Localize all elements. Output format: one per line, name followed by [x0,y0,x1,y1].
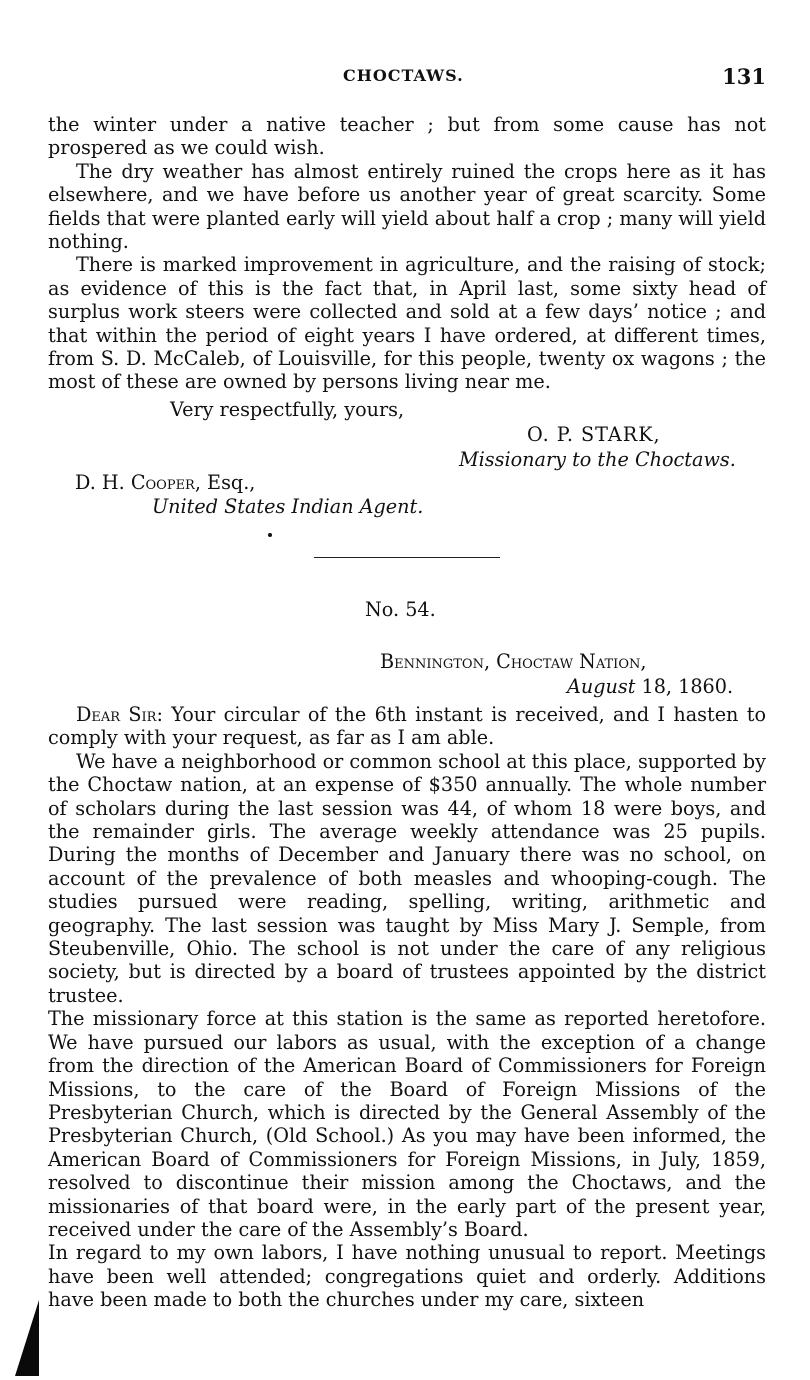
date-month: August [567,675,636,698]
page-header [48,64,766,92]
signer-title: Missionary to the Choctaws. [459,448,736,471]
paragraph: There is marked improvement in agriculture, and the raising of stock; as evidence of this is the fact that, in April last, some sixty head of surplus work steers were collected and sold at a few days’ notice ; and that within the period of eight years I have ordered, at different times, from S. D. McCaleb, of Louisville, for this people, twenty ox wagons ; the most of these are owned by persons living near me. [48,253,766,394]
addressee-name: D. H. Cooper [75,471,195,494]
addressee-title: United States Indian Agent. [152,495,424,518]
closing: Very respectfully, yours, [170,398,405,421]
section-divider [314,557,500,558]
salutation: Dear Sir: [76,703,163,726]
letter-body [48,113,766,394]
paragraph: The missionary force at this station is the same as reported heretofore. We have pursued our labors as usual, with the exception of a change from the direction of the American Board of Commissioners for Foreign Missions, to the care of the Board of Foreign Missions of the Presbyterian Church, which is directed by the General Assembly of the Presbyterian Church, (Old School.) As you may have been informed, the American Board of Commissioners for Foreign Missions, in July, 1859, resolved to discontinue their mission among the Choctaws, and the missionaries of that board were, in the early part of the present year, received under the care of the Assembly’s Board. [48,1007,766,1241]
addressee-suffix: , Esq., [194,471,256,494]
paragraph [48,703,766,750]
addressee [75,471,255,494]
signer-name: O. P. STARK, [527,423,661,446]
paragraph-text: Your circular of the 6th instant is received, and I hasten to comply with your request, as far as I am able. [48,703,766,750]
ink-blot [15,1300,39,1376]
paragraph: We have a neighborhood or common school at this place, supported by the Choctaw nation, at an expense of $350 annually. The whole number of scholars during the last session was 44, of whom 18 were boys, and the remainder girls. The average weekly attendance was 25 pupils. During the months of December and January there was no school, on account of the prevalence of both measles and whooping-cough. The studies pursued were reading, spelling, writing, arithmetic and geography. The last session was taught by Miss Mary J. Semple, from Steubenville, Ohio. The school is not under the care of any religious society, but is directed by a board of trustees appointed by the district trustee. [48,749,767,1007]
document-number: No. 54. [365,598,436,621]
paragraph: the winter under a native teacher ; but from some cause has not prospered as we could wish. [48,113,766,160]
letter-body [48,703,766,1312]
stray-dot [268,533,272,537]
paragraph: The dry weather has almost entirely ruined the crops here as it has elsewhere, and we have before us another year of great scarcity. Some fields that were planted early will yield about half a crop ; many will yield nothing. [48,159,766,254]
date-line [567,675,733,698]
running-title: CHOCTAWS. [343,66,464,85]
place-line: Bennington, Choctaw Nation, [380,650,647,673]
paragraph: In regard to my own labors, I have nothing unusual to report. Meetings have been well attended; congregations quiet and orderly. Additions have been made to both the churches under my care, sixteen [48,1241,766,1312]
page-number: 131 [722,64,766,89]
date-day-year: 18, 1860. [635,675,734,698]
